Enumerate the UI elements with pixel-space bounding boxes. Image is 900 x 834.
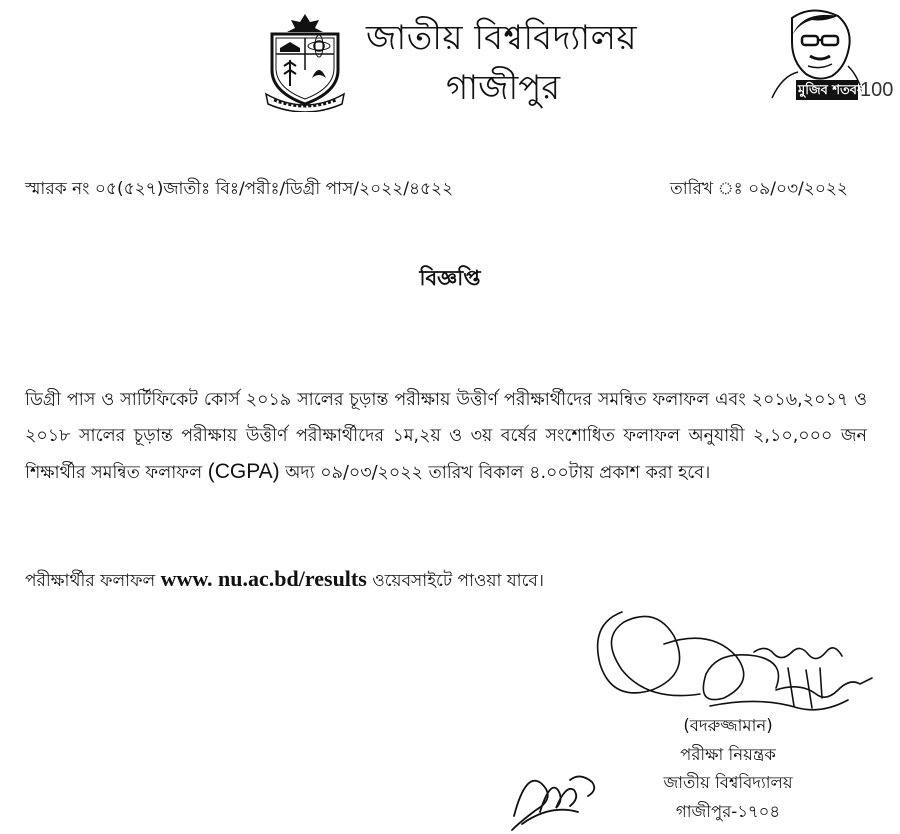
signatory-institution: জাতীয় বিশ্ববিদ্যালয়: [663, 773, 793, 792]
mujib-centenary-logo: [762, 6, 896, 100]
notice-body-part2: অদ্য ০৯/০৩/২০২২ তারিখ বিকাল ৪.০০টায় প্রকাশ করা হবে।: [279, 463, 711, 483]
university-name: জাতীয় বিশ্ববিদ্যালয়: [366, 18, 638, 58]
results-url-link[interactable]: www. nu.ac.bd/results: [160, 566, 367, 591]
signatory-designation: পরীক্ষা নিয়ন্ত্রক: [680, 744, 776, 764]
notice-body-cgpa: (CGPA): [207, 460, 280, 483]
initials-drawing: [500, 760, 610, 834]
notice-date: তারিখ ঃ ০৯/০৩/২০২২: [669, 179, 848, 199]
results-line: [25, 566, 544, 596]
svg-text:100: 100: [860, 79, 894, 100]
memo-number: স্মারক নং ০৫(৫২৭)জাতীঃ বিঃ/পরীঃ/ডিগ্রী পাস/২০২২/৪৫২২: [25, 179, 454, 199]
signatory-block: [628, 712, 828, 826]
notice-title: বিজ্ঞপ্তি: [419, 266, 481, 290]
results-suffix: ওয়েবসাইটে পাওয়া যাবে।: [366, 571, 544, 591]
university-city: গাজীপুর: [446, 68, 561, 108]
signature-drawing: [560, 598, 880, 728]
svg-text:মুজিব শতবর্ষ: মুজিব শতবর্ষ: [798, 83, 865, 98]
notice-body-part1: ডিগ্রী পাস ও সার্টিফিকেট কোর্স ২০১৯ সালের চূড়ান্ত পরীক্ষায় উত্তীর্ণ পরীক্ষার্থীদের সমন্বিত ফলাফল এবং ২০১৬,২০১৭ ও ২০১৮ সালের চূড়ান্ত পরীক্ষায় উত্তীর্ণ পরীক্ষার্থীদের ১ম,২য় ও ৩য় বর্ষের সংশোধিত ফলাফল অনুযায়ী ২,১০,০০০ জন শিক্ষার্থীর সমন্বিত ফলাফল: [25, 390, 867, 483]
notice-body: [25, 383, 867, 492]
signatory-name: (বদরুজ্জামান): [683, 716, 773, 735]
national-university-crest-icon: [262, 8, 348, 112]
signatory-address: গাজীপুর-১৭০৪: [675, 801, 781, 821]
results-prefix: পরীক্ষার্থীর ফলাফল: [25, 571, 161, 591]
